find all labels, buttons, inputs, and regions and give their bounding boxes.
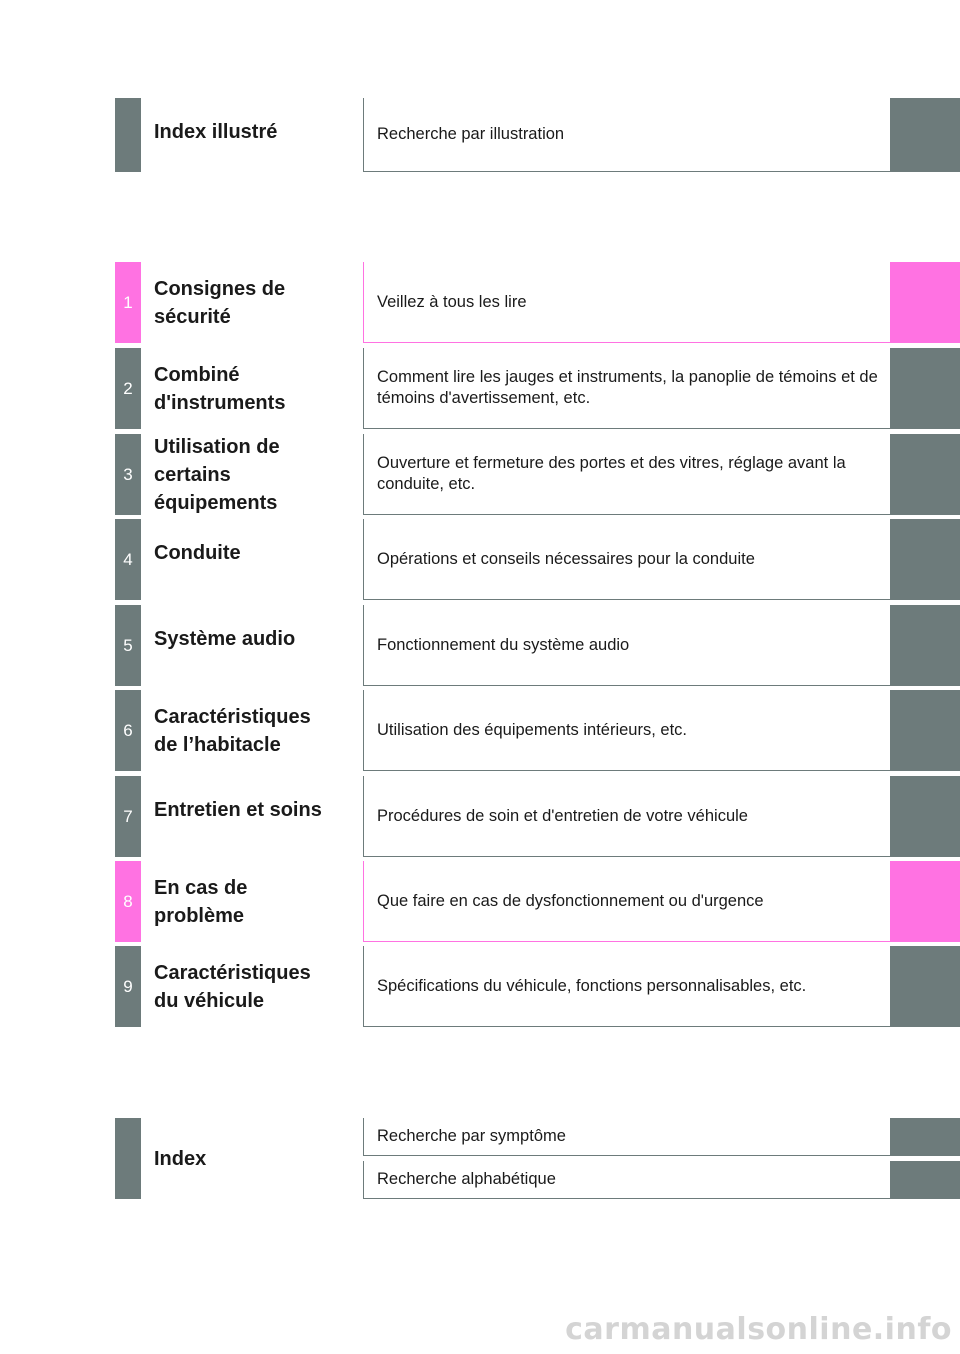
index-item-alphabetical[interactable]: Recherche alphabétique	[363, 1161, 890, 1199]
tab-marker	[115, 1118, 141, 1199]
chapter-description: Veillez à tous les lire	[363, 262, 890, 343]
chapter-number: 9	[115, 946, 141, 1027]
chapter-row-7[interactable]	[115, 776, 960, 857]
chapter-description: Utilisation des équipements intérieurs, etc.	[363, 690, 890, 771]
chapter-title: En cas de problème	[154, 876, 248, 927]
chapter-number: 2	[115, 348, 141, 429]
chapter-title: Système audio	[154, 628, 296, 650]
chapter-title: Caractéristiques du véhicule	[154, 961, 311, 1012]
chapter-description: Que faire en cas de dysfonctionnement ou d'urgence	[363, 861, 890, 942]
thumb-tab[interactable]	[890, 946, 960, 1027]
thumb-tab[interactable]	[890, 98, 960, 172]
chapter-number: 3	[115, 434, 141, 515]
chapter-row-4[interactable]	[115, 519, 960, 600]
illustrated-index-row[interactable]	[115, 98, 960, 172]
thumb-tab[interactable]	[890, 776, 960, 857]
thumb-tab[interactable]	[890, 434, 960, 515]
chapter-row-5[interactable]	[115, 605, 960, 686]
chapter-title: Consignes de sécurité	[154, 277, 286, 328]
thumb-tab[interactable]	[890, 605, 960, 686]
chapter-title: Combiné d'instruments	[154, 363, 286, 414]
chapter-number: 6	[115, 690, 141, 771]
chapter-number: 4	[115, 519, 141, 600]
thumb-tab[interactable]	[890, 262, 960, 343]
chapter-row-8[interactable]	[115, 861, 960, 942]
chapter-description: Procédures de soin et d'entretien de votre véhicule	[363, 776, 890, 857]
thumb-tab[interactable]	[890, 690, 960, 771]
thumb-tab[interactable]	[890, 348, 960, 429]
illustrated-index-title: Index illustré	[154, 121, 278, 143]
thumb-tab[interactable]	[890, 519, 960, 600]
watermark: carmanualsonline.info	[565, 1312, 952, 1347]
chapter-description: Ouverture et fermeture des portes et des vitres, réglage avant la conduite, etc.	[363, 434, 890, 515]
tab-marker	[115, 98, 141, 172]
chapter-number: 1	[115, 262, 141, 343]
chapter-number: 5	[115, 605, 141, 686]
chapter-row-9[interactable]	[115, 946, 960, 1027]
chapter-row-6[interactable]	[115, 690, 960, 771]
thumb-tab[interactable]	[890, 861, 960, 942]
chapter-description: Spécifications du véhicule, fonctions personnalisables, etc.	[363, 946, 890, 1027]
chapter-title: Conduite	[154, 542, 241, 564]
chapter-row-1[interactable]	[115, 262, 960, 343]
chapter-number: 7	[115, 776, 141, 857]
illustrated-index-description: Recherche par illustration	[363, 98, 890, 172]
chapter-row-2[interactable]	[115, 348, 960, 429]
chapter-row-3[interactable]	[115, 434, 960, 515]
chapter-description: Comment lire les jauges et instruments, la panoplie de témoins et de témoins d'avertissement, etc.	[363, 348, 890, 429]
chapter-title: Utilisation de certains équipements	[154, 435, 280, 514]
chapter-description: Opérations et conseils nécessaires pour la conduite	[363, 519, 890, 600]
chapter-title: Entretien et soins	[154, 799, 322, 821]
index-item-symptom[interactable]: Recherche par symptôme	[363, 1118, 890, 1156]
chapter-description: Fonctionnement du système audio	[363, 605, 890, 686]
chapter-title: Caractéristiques de l’habitacle	[154, 705, 311, 756]
index-row	[115, 1118, 960, 1199]
thumb-tab-symptom[interactable]	[890, 1118, 960, 1156]
chapter-number: 8	[115, 861, 141, 942]
index-title: Index	[154, 1147, 207, 1170]
thumb-tab-alphabetical[interactable]	[890, 1161, 960, 1199]
